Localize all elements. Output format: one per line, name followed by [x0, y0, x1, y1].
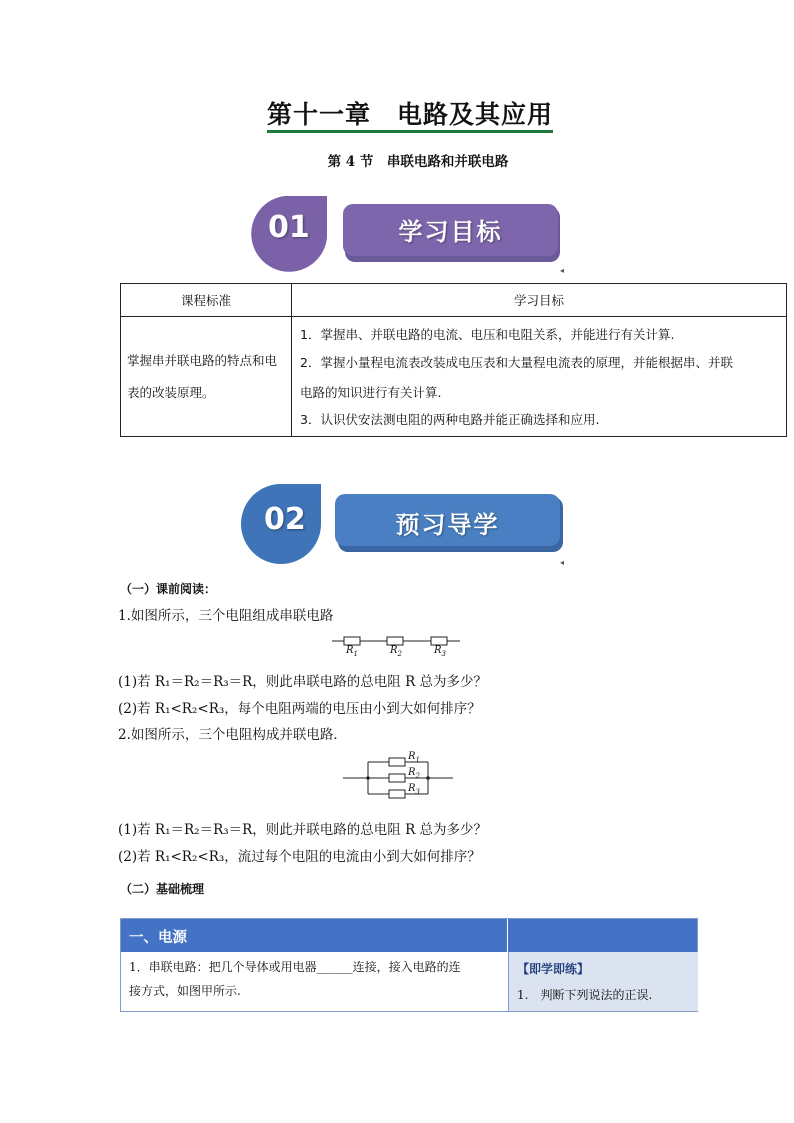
return-mark: ◂	[560, 558, 565, 567]
goal-item: 2．掌握小量程电流表改装成电压表和大量程电流表的原理，并能根据串、并联	[300, 354, 733, 370]
goals-header-objective: 学习目标	[292, 284, 787, 317]
basics-line-2: 接方式，如图甲所示.	[129, 984, 241, 998]
basics-box	[120, 918, 698, 1012]
section-title: 第 4 节 串联电路和并联电路	[327, 154, 509, 170]
question-1a: (1)若 R₁＝R₂＝R₃＝R，则此串联电路的总电阻 R 总为多少？	[118, 674, 488, 690]
goals-objectives-cell	[292, 317, 787, 437]
basics-line-1: 1．串联电路：把几个导体或用电器______连接，接入电路的连	[129, 960, 461, 974]
question-2a: (1)若 R₁＝R₂＝R₃＝R，则此并联电路的总电阻 R 总为多少？	[118, 822, 488, 838]
practice-item: 1. 判断下列说法的正误.	[517, 988, 653, 1002]
badge-number-2: 02	[264, 502, 306, 537]
resistor-r1	[344, 637, 360, 645]
basics-box-body	[129, 955, 507, 1003]
question-2b: (2)若 R₁<R₂<R₃，流过每个电阻的电流由小到大如何排序？	[118, 849, 481, 865]
question-2-intro: 2.如图所示，三个电阻构成并联电路．	[118, 727, 347, 743]
parallel-circuit-diagram	[343, 752, 455, 802]
basics-heading: （二）基础梳理	[120, 882, 205, 896]
return-mark: ◂	[560, 266, 565, 275]
parallel-resistor-r1	[389, 758, 405, 766]
practice-panel	[508, 952, 698, 1011]
goals-table	[120, 283, 787, 437]
series-label-r2: $R_2$	[390, 645, 402, 658]
parallel-resistor-r3	[389, 790, 405, 798]
reading-heading: （一）课前阅读：	[120, 582, 217, 596]
parallel-label-r3: $R_3$	[408, 783, 420, 796]
series-label-r3: $R_3$	[434, 645, 446, 658]
banner-title-1: 学习目标	[398, 218, 503, 246]
goals-header-standard: 课程标准	[121, 284, 292, 317]
resistor-r2	[387, 637, 403, 645]
basics-box-header-title: 一、电源	[129, 930, 187, 946]
basics-box-header	[121, 919, 697, 952]
question-1-intro: 1.如图所示，三个电阻组成串联电路	[118, 608, 334, 624]
parallel-label-r2: $R_2$	[408, 767, 420, 780]
parallel-resistor-r2	[389, 774, 405, 782]
question-1b: (2)若 R₁<R₂<R₃，每个电阻两端的电压由小到大如何排序？	[118, 701, 481, 717]
series-label-r1: $R_1$	[346, 645, 358, 658]
goal-item: 3．认识伏安法测电阻的两种电路并能正确选择和应用.	[300, 411, 600, 427]
goals-standard-cell: 掌握串并联电路的特点和电表的改装原理。	[121, 317, 292, 437]
goal-item: 电路的知识进行有关计算.	[300, 384, 442, 400]
banner-title-2: 预习导学	[395, 511, 500, 539]
resistor-r3	[431, 637, 447, 645]
chapter-title: 第十一章 电路及其应用	[0, 95, 794, 131]
practice-title: 【即学即练】	[517, 962, 590, 976]
goal-item: 1．掌握串、并联电路的电流、电压和电阻关系，并能进行有关计算.	[300, 326, 675, 342]
badge-number-1: 01	[268, 210, 310, 245]
parallel-label-r1: $R_1$	[408, 751, 420, 764]
